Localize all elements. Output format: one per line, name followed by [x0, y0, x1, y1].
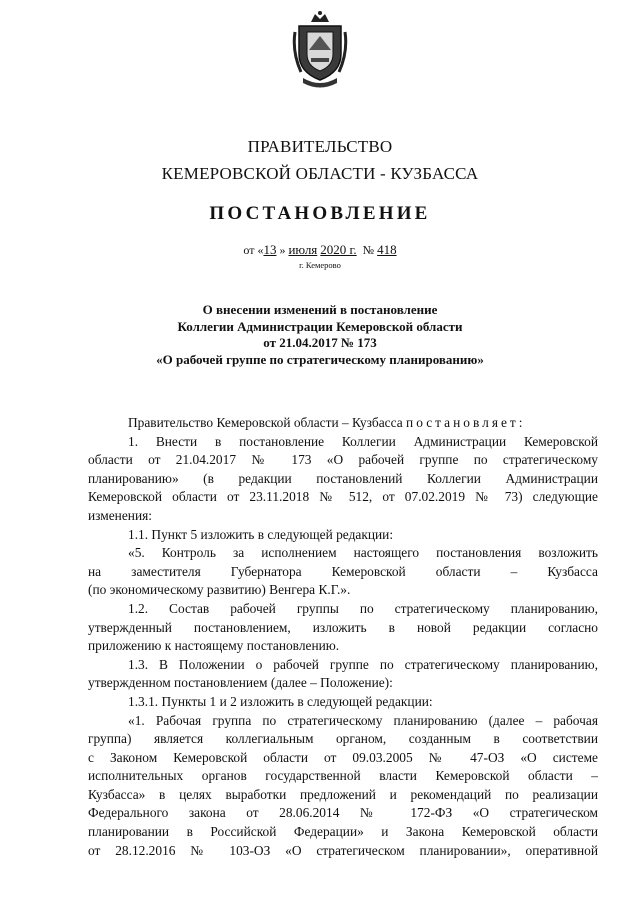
title-line: О внесении изменений в постановление: [202, 302, 438, 317]
body-line: Кузбасса» в целях выработки предложений и рекомендаций по реализации: [88, 786, 598, 802]
date-day: 13: [263, 242, 277, 257]
body-line: исполнительных органов государственной власти Кемеровской области –: [88, 768, 598, 784]
body-line: 1.2. Состав рабочей группы по стратегическому планированию,: [128, 600, 598, 616]
body-line: 1.3. В Положении о рабочей группе по стратегическому планированию,: [128, 656, 598, 672]
city: г. Кемерово: [299, 260, 341, 270]
body-line: 1.3.1. Пункты 1 и 2 изложить в следующей редакции:: [128, 693, 433, 709]
body-line: утвержденном постановлением (далее – Положение):: [88, 675, 393, 691]
body-line: планированию» (в редакции постановлений Коллегии Администрации: [88, 470, 598, 486]
body-line: (по экономическому развитию) Венгера К.Г.».: [88, 582, 351, 598]
body-line: планировании в Российской Федерации» и Закона Кемеровской области: [88, 824, 598, 840]
date-year: 2020 г.: [320, 242, 357, 257]
body-line: Кемеровской области от 23.11.2018 № 512, от 07.02.2019 № 73) следующие: [88, 489, 598, 505]
date-month: июля: [288, 242, 318, 257]
document-type: ПОСТАНОВЛЕНИЕ: [209, 203, 431, 224]
body-line: области от 21.04.2017 № 173 «О рабочей группе по стратегическому: [88, 452, 598, 468]
body-line: на заместителя Губернатора Кемеровской области – Кузбасса: [88, 563, 598, 579]
body-line: Федерального закона от 28.06.2014 № 172-ФЗ «О стратегическом: [88, 805, 598, 821]
body-line: «5. Контроль за исполнением настоящего постановления возложить: [128, 545, 598, 561]
title-line: от 21.04.2017 № 173: [263, 335, 377, 350]
date-number-line: [0, 242, 640, 258]
date-mid: »: [279, 243, 286, 257]
org-name-line2: КЕМЕРОВСКОЙ ОБЛАСТИ - КУЗБАССА: [161, 164, 479, 183]
body-line: с Законом Кемеровской области от 09.03.2005 № 47-ОЗ «О системе: [88, 749, 598, 765]
org-name-line1: ПРАВИТЕЛЬСТВО: [247, 137, 393, 156]
body-line: изменения:: [88, 507, 153, 523]
body-text: Правительство Кемеровской области – Кузбасса: [128, 415, 403, 430]
document-body: [88, 414, 598, 860]
body-line: от 28.12.2016 № 103-ОЗ «О стратегическом планировании», оперативной: [88, 842, 598, 858]
date-prefix: от «: [243, 243, 264, 257]
number-label: №: [362, 243, 375, 257]
body-line: утвержденный постановлением, изложить в новой редакции согласно: [88, 619, 598, 635]
body-line: [88, 414, 598, 433]
body-line: 1.1. Пункт 5 изложить в следующей редакции:: [128, 526, 394, 542]
body-line: «1. Рабочая группа по стратегическому планированию (далее – рабочая: [128, 712, 598, 728]
title-line: «О рабочей группе по стратегическому планированию»: [156, 351, 484, 367]
title-line: Коллегии Администрации Кемеровской области: [177, 318, 463, 334]
document-title: [60, 302, 580, 368]
coat-of-arms-icon: [291, 10, 349, 88]
document-number: 418: [377, 242, 397, 257]
body-line: 1. Внести в постановление Коллегии Администрации Кемеровской: [128, 433, 598, 449]
body-line: приложению к настоящему постановлению.: [88, 638, 340, 654]
body-text-spaced: постановляет:: [406, 415, 526, 430]
body-line: группа) является коллегиальным органом, созданным в соответствии: [88, 731, 598, 747]
